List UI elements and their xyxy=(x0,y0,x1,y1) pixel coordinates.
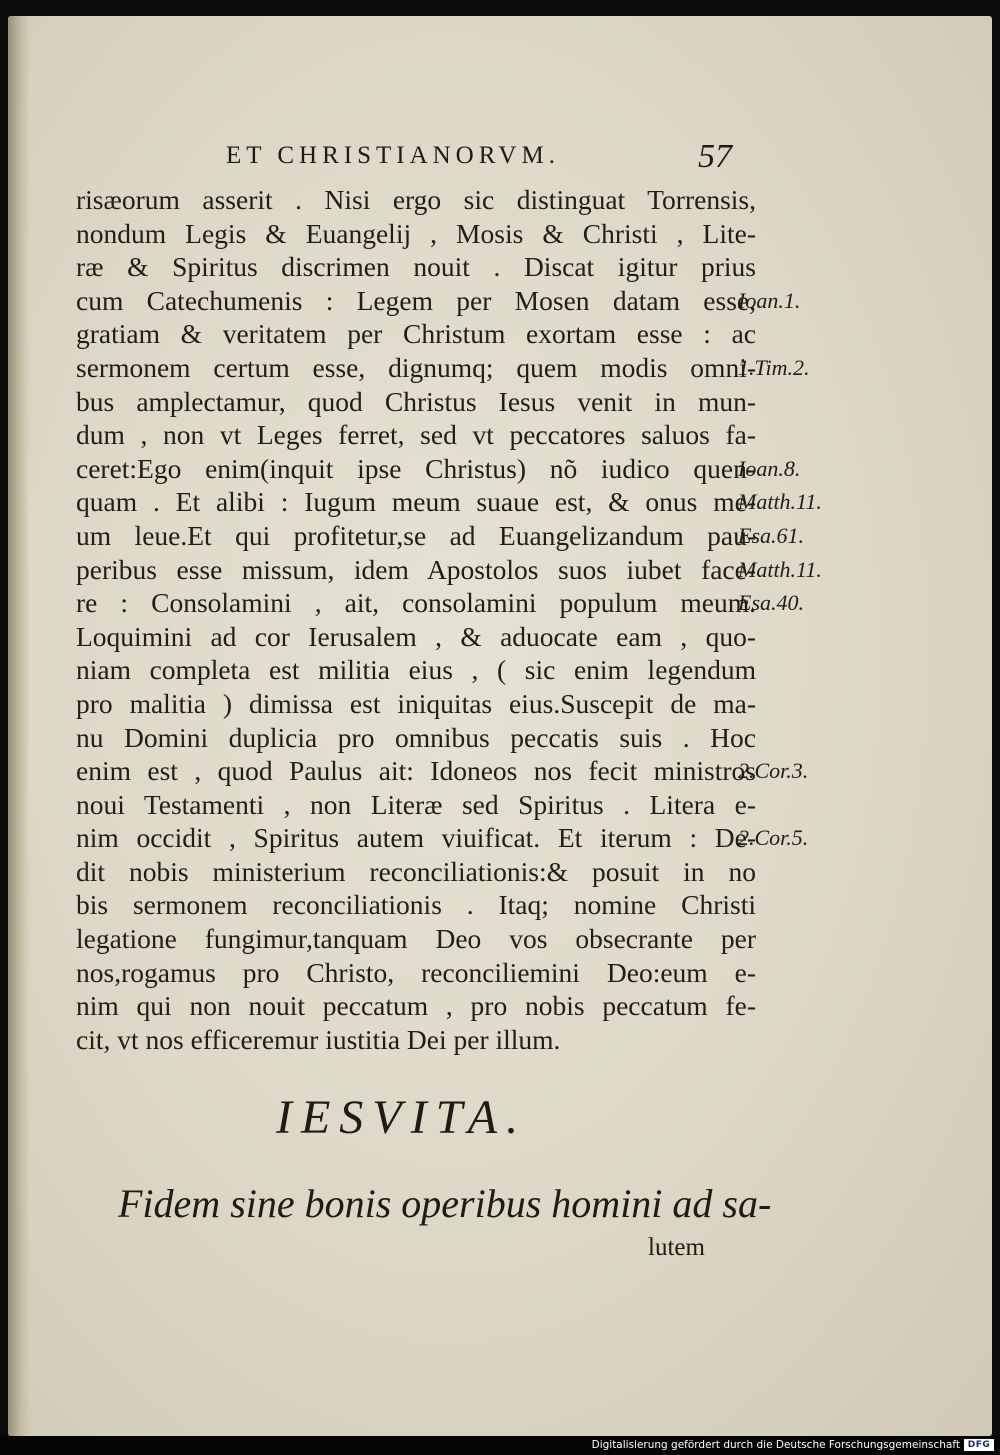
margin-note: 2.Cor.5. xyxy=(738,825,809,851)
body-line: ceret:Ego enim(inquit ipse Christus) nõ iudico quen- xyxy=(76,452,756,484)
body-line: bus amplectamur, quod Christus Iesus venit in mun- xyxy=(76,385,756,417)
body-line: nondum Legis & Euangelij , Mosis & Christi , Lite- xyxy=(76,217,756,249)
margin-note: Ioan.8. xyxy=(738,455,801,481)
body-line: legatione fungimur,tanquam Deo vos obsecrante per xyxy=(76,923,756,955)
body-line: dit nobis ministerium reconciliationis:& posuit in no xyxy=(76,855,756,887)
margin-note: Esa.40. xyxy=(738,590,804,616)
body-line: gratiam & veritatem per Christum exortam esse : ac xyxy=(76,318,756,350)
margin-note: Esa.61. xyxy=(738,523,804,548)
body-line: sermonem certum esse, dignumq; quem modis omni- xyxy=(76,351,756,383)
page-number: 57 xyxy=(698,138,732,175)
body-line: noui Testamenti , non Literæ sed Spiritus . Litera e- xyxy=(76,788,756,820)
margin-note: 1.Tim.2. xyxy=(738,355,810,380)
body-line: cit, vt nos efficeremur iustitia Dei per illum. xyxy=(76,1023,561,1055)
margin-note: Matth.11. xyxy=(738,556,822,582)
body-line: enim est , quod Paulus ait: Idoneos nos fecit ministros xyxy=(76,755,756,787)
page-binding-edge xyxy=(8,16,30,1436)
body-line: dum , non vt Leges ferret, sed vt peccatores saluos fa- xyxy=(76,419,756,451)
book-page xyxy=(8,16,992,1436)
body-line: bis sermonem reconciliationis . Itaq; nomine Christi xyxy=(76,889,756,921)
body-text-block xyxy=(76,183,756,1056)
catchword: lutem xyxy=(648,1234,705,1261)
footer-credit: Digitalisierung gefördert durch die Deutsche Forschungsgemeinschaft xyxy=(591,1439,960,1451)
body-line: niam completa est militia eius , ( sic enim legendum xyxy=(76,654,756,686)
running-head: ET CHRISTIANORVM. xyxy=(226,142,560,169)
body-line: cum Catechumenis : Legem per Mosen datam esse, xyxy=(76,284,756,316)
body-line: quam . Et alibi : Iugum meum suaue est, & onus me- xyxy=(76,486,756,518)
body-line: re : Consolamini , ait, consolamini populum meum. xyxy=(76,587,756,619)
margin-note: Ioan.1. xyxy=(738,287,801,313)
body-line: ræ & Spiritus discrimen nouit . Discat igitur prius xyxy=(76,251,756,283)
body-line: nim occidit , Spiritus autem viuificat. Et iterum : De- xyxy=(76,822,756,854)
dfg-logo-icon: DFG xyxy=(964,1439,994,1451)
body-line: peribus esse missum, idem Apostolos suos iubet face- xyxy=(76,553,756,585)
margin-note: 2.Cor.3. xyxy=(738,758,809,784)
body-line: um leue.Et qui profitetur,se ad Euangelizandum pau- xyxy=(76,519,756,551)
body-line: risæorum asserit . Nisi ergo sic distinguat Torrensis, xyxy=(76,184,756,215)
body-line: pro malitia ) dimissa est iniquitas eius.Suscepit de ma- xyxy=(76,687,756,719)
body-line: nu Domini duplicia pro omnibus peccatis suis . Hoc xyxy=(76,721,756,753)
section-first-line: Fidem sine bonis operibus homini ad sa- xyxy=(118,1181,772,1226)
section-heading: IESVITA. xyxy=(276,1091,528,1144)
margin-note: Matth.11. xyxy=(738,489,822,515)
body-line: nos,rogamus pro Christo, reconciliemini Deo:eum e- xyxy=(76,956,756,988)
body-line: nim qui non nouit peccatum , pro nobis peccatum fe- xyxy=(76,990,756,1022)
body-line: Loquimini ad cor Ierusalem , & aduocate eam , quo- xyxy=(76,620,756,652)
